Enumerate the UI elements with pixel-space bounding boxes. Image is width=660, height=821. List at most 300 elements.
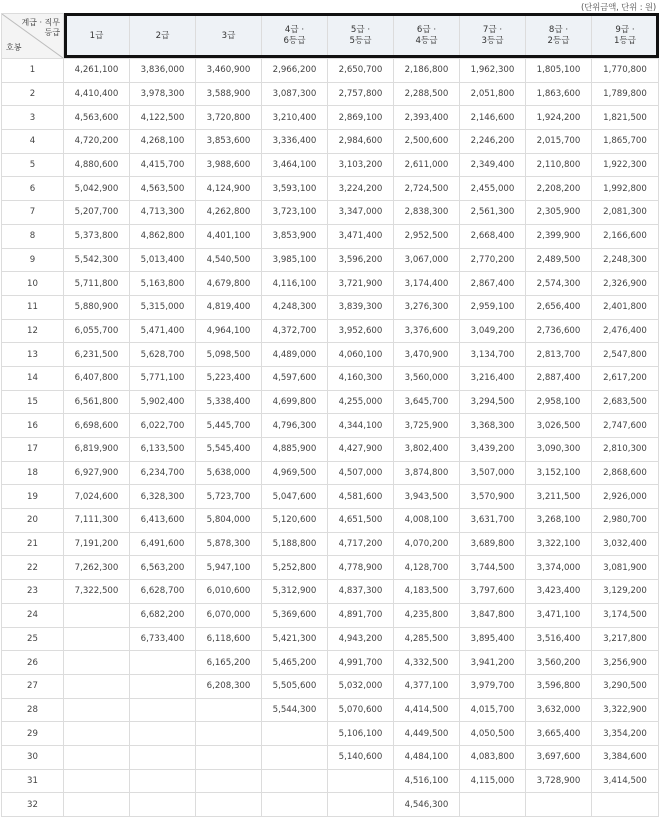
step-cell: 22	[2, 556, 64, 580]
salary-cell: 2,668,400	[460, 224, 526, 248]
salary-cell: 2,868,600	[592, 461, 659, 485]
salary-cell: 4,410,400	[64, 82, 130, 106]
step-cell: 3	[2, 106, 64, 130]
salary-cell: 5,638,000	[196, 461, 262, 485]
salary-cell: 2,186,800	[394, 59, 460, 83]
salary-cell: 3,941,200	[460, 651, 526, 675]
salary-cell: 2,015,700	[526, 130, 592, 154]
step-cell: 13	[2, 343, 64, 367]
salary-cell: 3,847,800	[460, 603, 526, 627]
salary-cell: 6,682,200	[130, 603, 196, 627]
salary-cell: 6,733,400	[130, 627, 196, 651]
salary-cell: 5,252,800	[262, 556, 328, 580]
salary-cell	[64, 745, 130, 769]
salary-cell: 3,322,100	[526, 532, 592, 556]
salary-cell: 2,401,800	[592, 295, 659, 319]
salary-cell: 4,651,500	[328, 509, 394, 533]
salary-cell: 3,952,600	[328, 319, 394, 343]
salary-cell: 3,836,000	[130, 59, 196, 83]
salary-cell: 6,628,700	[130, 580, 196, 604]
salary-cell: 4,050,500	[460, 722, 526, 746]
salary-cell	[64, 603, 130, 627]
salary-cell: 6,413,600	[130, 509, 196, 533]
salary-cell	[130, 745, 196, 769]
salary-cell: 5,471,400	[130, 319, 196, 343]
step-cell: 18	[2, 461, 64, 485]
salary-cell: 6,698,600	[64, 414, 130, 438]
salary-cell: 2,248,300	[592, 248, 659, 272]
salary-cell: 5,878,300	[196, 532, 262, 556]
salary-cell: 2,349,400	[460, 153, 526, 177]
salary-cell: 3,471,400	[328, 224, 394, 248]
salary-cell: 3,853,900	[262, 224, 328, 248]
salary-cell: 6,070,000	[196, 603, 262, 627]
salary-cell: 3,224,200	[328, 177, 394, 201]
salary-cell: 3,134,700	[460, 343, 526, 367]
salary-cell: 6,055,700	[64, 319, 130, 343]
salary-cell: 2,810,300	[592, 438, 659, 462]
salary-cell: 3,721,900	[328, 272, 394, 296]
table-row	[2, 769, 659, 793]
salary-cell: 3,211,500	[526, 485, 592, 509]
salary-cell: 5,032,000	[328, 674, 394, 698]
step-cell: 4	[2, 130, 64, 154]
salary-cell: 3,439,200	[460, 438, 526, 462]
salary-cell: 3,802,400	[394, 438, 460, 462]
salary-cell: 3,593,100	[262, 177, 328, 201]
salary-cell: 3,294,500	[460, 390, 526, 414]
step-cell: 20	[2, 509, 64, 533]
salary-cell: 4,563,500	[130, 177, 196, 201]
salary-cell: 3,032,400	[592, 532, 659, 556]
salary-cell: 1,924,200	[526, 106, 592, 130]
salary-cell: 3,988,600	[196, 153, 262, 177]
salary-cell: 3,347,000	[328, 201, 394, 225]
step-cell: 24	[2, 603, 64, 627]
salary-cell: 4,372,700	[262, 319, 328, 343]
salary-cell: 5,047,600	[262, 485, 328, 509]
salary-cell: 4,713,300	[130, 201, 196, 225]
step-cell: 1	[2, 59, 64, 83]
salary-cell	[196, 698, 262, 722]
salary-cell: 2,326,900	[592, 272, 659, 296]
salary-cell: 6,118,600	[196, 627, 262, 651]
step-cell: 12	[2, 319, 64, 343]
salary-cell: 3,507,000	[460, 461, 526, 485]
salary-cell	[262, 793, 328, 817]
salary-cell: 2,984,600	[328, 130, 394, 154]
salary-cell: 5,013,400	[130, 248, 196, 272]
salary-cell: 3,423,400	[526, 580, 592, 604]
salary-cell: 3,516,400	[526, 627, 592, 651]
step-cell: 23	[2, 580, 64, 604]
salary-cell: 5,465,200	[262, 651, 328, 675]
salary-cell: 4,489,000	[262, 343, 328, 367]
table-row	[2, 390, 659, 414]
salary-cell: 3,414,500	[592, 769, 659, 793]
step-cell: 25	[2, 627, 64, 651]
salary-cell: 5,207,700	[64, 201, 130, 225]
salary-cell: 1,863,600	[526, 82, 592, 106]
salary-cell: 4,540,500	[196, 248, 262, 272]
table-row	[2, 745, 659, 769]
grade-header-9: 9급 · 1등급	[592, 14, 659, 59]
grade-header-4: 4급 · 6등급	[262, 14, 328, 59]
salary-cell: 3,853,600	[196, 130, 262, 154]
salary-cell: 2,399,900	[526, 224, 592, 248]
salary-cell: 2,208,200	[526, 177, 592, 201]
salary-cell	[64, 651, 130, 675]
salary-cell	[130, 793, 196, 817]
salary-cell: 3,384,600	[592, 745, 659, 769]
salary-cell: 2,146,600	[460, 106, 526, 130]
salary-cell: 2,051,800	[460, 82, 526, 106]
salary-cell: 5,542,300	[64, 248, 130, 272]
salary-cell: 3,560,200	[526, 651, 592, 675]
salary-cell: 6,927,900	[64, 461, 130, 485]
table-row	[2, 461, 659, 485]
salary-cell: 5,338,400	[196, 390, 262, 414]
salary-cell: 1,770,800	[592, 59, 659, 83]
salary-cell: 3,744,500	[460, 556, 526, 580]
salary-cell: 4,008,100	[394, 509, 460, 533]
salary-cell: 2,952,500	[394, 224, 460, 248]
salary-cell: 3,174,500	[592, 603, 659, 627]
salary-cell: 5,223,400	[196, 366, 262, 390]
salary-cell	[64, 627, 130, 651]
salary-cell: 2,980,700	[592, 509, 659, 533]
salary-cell: 3,087,300	[262, 82, 328, 106]
salary-cell: 4,115,000	[460, 769, 526, 793]
salary-cell: 3,596,800	[526, 674, 592, 698]
table-row	[2, 366, 659, 390]
salary-cell: 3,560,000	[394, 366, 460, 390]
salary-cell: 6,010,600	[196, 580, 262, 604]
table-row	[2, 580, 659, 604]
salary-cell: 3,985,100	[262, 248, 328, 272]
grade-header-8: 8급 · 2등급	[526, 14, 592, 59]
salary-cell: 3,978,300	[130, 82, 196, 106]
salary-cell: 4,516,100	[394, 769, 460, 793]
salary-cell: 2,958,100	[526, 390, 592, 414]
grade-header-2: 2급	[130, 14, 196, 59]
salary-cell: 5,902,400	[130, 390, 196, 414]
salary-cell: 5,188,800	[262, 532, 328, 556]
salary-cell: 4,285,500	[394, 627, 460, 651]
salary-cell: 2,574,300	[526, 272, 592, 296]
salary-cell: 4,401,100	[196, 224, 262, 248]
salary-cell: 6,561,800	[64, 390, 130, 414]
salary-cell: 1,865,700	[592, 130, 659, 154]
table-row	[2, 793, 659, 817]
salary-cell: 2,926,000	[592, 485, 659, 509]
salary-cell: 7,111,300	[64, 509, 130, 533]
step-cell: 6	[2, 177, 64, 201]
salary-cell: 4,070,200	[394, 532, 460, 556]
salary-cell: 4,415,700	[130, 153, 196, 177]
table-row	[2, 674, 659, 698]
table-row	[2, 130, 659, 154]
salary-cell: 4,862,800	[130, 224, 196, 248]
salary-cell: 2,246,200	[460, 130, 526, 154]
salary-cell: 7,191,200	[64, 532, 130, 556]
salary-cell: 3,632,000	[526, 698, 592, 722]
salary-cell	[64, 793, 130, 817]
salary-cell: 4,128,700	[394, 556, 460, 580]
salary-cell: 5,373,800	[64, 224, 130, 248]
salary-cell: 4,796,300	[262, 414, 328, 438]
salary-cell: 5,163,800	[130, 272, 196, 296]
salary-cell: 2,838,300	[394, 201, 460, 225]
step-cell: 14	[2, 366, 64, 390]
salary-cell: 2,650,700	[328, 59, 394, 83]
salary-cell: 2,617,200	[592, 366, 659, 390]
salary-cell: 3,026,500	[526, 414, 592, 438]
step-cell: 30	[2, 745, 64, 769]
salary-cell: 5,544,300	[262, 698, 328, 722]
salary-cell: 4,581,600	[328, 485, 394, 509]
salary-cell: 4,255,000	[328, 390, 394, 414]
salary-cell: 5,723,700	[196, 485, 262, 509]
salary-cell: 5,628,700	[130, 343, 196, 367]
salary-cell	[64, 674, 130, 698]
salary-cell: 3,216,400	[460, 366, 526, 390]
salary-cell: 4,261,100	[64, 59, 130, 83]
salary-cell: 6,231,500	[64, 343, 130, 367]
salary-cell: 2,736,600	[526, 319, 592, 343]
salary-cell	[328, 793, 394, 817]
table-row	[2, 319, 659, 343]
salary-cell: 1,805,100	[526, 59, 592, 83]
salary-cell: 5,098,500	[196, 343, 262, 367]
salary-cell: 5,880,900	[64, 295, 130, 319]
salary-cell: 4,484,100	[394, 745, 460, 769]
salary-cell: 6,491,600	[130, 532, 196, 556]
salary-cell: 2,305,900	[526, 201, 592, 225]
salary-cell: 5,545,400	[196, 438, 262, 462]
salary-cell: 1,821,500	[592, 106, 659, 130]
salary-cell	[196, 722, 262, 746]
step-cell: 5	[2, 153, 64, 177]
salary-cell: 7,024,600	[64, 485, 130, 509]
salary-cell: 2,489,500	[526, 248, 592, 272]
salary-cell: 3,943,500	[394, 485, 460, 509]
salary-cell: 7,322,500	[64, 580, 130, 604]
salary-cell: 3,631,700	[460, 509, 526, 533]
salary-cell: 3,103,200	[328, 153, 394, 177]
salary-cell: 3,596,200	[328, 248, 394, 272]
table-row	[2, 59, 659, 83]
salary-cell: 2,959,100	[460, 295, 526, 319]
salary-cell: 2,813,700	[526, 343, 592, 367]
salary-cell: 4,015,700	[460, 698, 526, 722]
salary-cell: 3,728,900	[526, 769, 592, 793]
salary-cell: 5,771,100	[130, 366, 196, 390]
salary-cell	[130, 674, 196, 698]
salary-cell	[64, 698, 130, 722]
salary-cell: 3,720,800	[196, 106, 262, 130]
step-cell: 31	[2, 769, 64, 793]
salary-cell: 4,183,500	[394, 580, 460, 604]
table-row	[2, 603, 659, 627]
salary-cell: 4,235,800	[394, 603, 460, 627]
salary-cell: 2,393,400	[394, 106, 460, 130]
salary-cell: 6,407,800	[64, 366, 130, 390]
salary-cell: 3,368,300	[460, 414, 526, 438]
salary-cell: 2,867,400	[460, 272, 526, 296]
salary-cell: 3,290,500	[592, 674, 659, 698]
salary-cell: 2,166,600	[592, 224, 659, 248]
table-row	[2, 82, 659, 106]
table-row	[2, 532, 659, 556]
salary-cell: 2,561,300	[460, 201, 526, 225]
salary-cell: 4,943,200	[328, 627, 394, 651]
step-cell: 2	[2, 82, 64, 106]
salary-cell: 4,964,100	[196, 319, 262, 343]
salary-cell: 3,979,700	[460, 674, 526, 698]
step-cell: 17	[2, 438, 64, 462]
table-row	[2, 722, 659, 746]
salary-cell: 7,262,300	[64, 556, 130, 580]
salary-cell: 3,276,300	[394, 295, 460, 319]
table-row	[2, 248, 659, 272]
salary-cell: 5,315,000	[130, 295, 196, 319]
salary-cell: 2,747,600	[592, 414, 659, 438]
salary-cell: 3,895,400	[460, 627, 526, 651]
salary-cell: 3,217,800	[592, 627, 659, 651]
table-row	[2, 414, 659, 438]
salary-cell: 2,547,800	[592, 343, 659, 367]
salary-cell: 4,563,600	[64, 106, 130, 130]
salary-cell: 4,885,900	[262, 438, 328, 462]
grade-header-7: 7급 · 3등급	[460, 14, 526, 59]
salary-cell: 2,656,400	[526, 295, 592, 319]
salary-cell: 5,106,100	[328, 722, 394, 746]
table-row	[2, 627, 659, 651]
step-cell: 21	[2, 532, 64, 556]
table-row	[2, 438, 659, 462]
salary-cell: 1,992,800	[592, 177, 659, 201]
salary-cell: 2,611,000	[394, 153, 460, 177]
salary-cell: 3,081,900	[592, 556, 659, 580]
salary-cell: 1,962,300	[460, 59, 526, 83]
salary-cell: 5,505,600	[262, 674, 328, 698]
salary-cell	[130, 698, 196, 722]
header-row	[2, 14, 659, 59]
salary-cell: 3,460,900	[196, 59, 262, 83]
salary-cell: 5,711,800	[64, 272, 130, 296]
salary-cell: 4,880,600	[64, 153, 130, 177]
salary-cell: 6,022,700	[130, 414, 196, 438]
salary-cell: 2,683,500	[592, 390, 659, 414]
salary-cell: 4,449,500	[394, 722, 460, 746]
salary-cell: 5,421,300	[262, 627, 328, 651]
salary-cell: 3,049,200	[460, 319, 526, 343]
table-row	[2, 224, 659, 248]
salary-cell: 4,427,900	[328, 438, 394, 462]
salary-cell: 4,679,800	[196, 272, 262, 296]
salary-cell: 3,090,300	[526, 438, 592, 462]
salary-cell: 4,597,600	[262, 366, 328, 390]
salary-cell: 2,757,800	[328, 82, 394, 106]
salary-cell: 4,891,700	[328, 603, 394, 627]
salary-cell: 4,248,300	[262, 295, 328, 319]
table-row	[2, 201, 659, 225]
step-cell: 11	[2, 295, 64, 319]
table-row	[2, 698, 659, 722]
salary-cell: 3,645,700	[394, 390, 460, 414]
salary-cell: 3,470,900	[394, 343, 460, 367]
salary-cell: 4,060,100	[328, 343, 394, 367]
salary-cell	[262, 722, 328, 746]
salary-cell: 3,665,400	[526, 722, 592, 746]
salary-cell	[130, 651, 196, 675]
salary-cell: 5,140,600	[328, 745, 394, 769]
salary-cell: 3,588,900	[196, 82, 262, 106]
step-cell: 15	[2, 390, 64, 414]
salary-cell: 6,208,300	[196, 674, 262, 698]
salary-cell: 2,724,500	[394, 177, 460, 201]
salary-cell: 6,819,900	[64, 438, 130, 462]
salary-cell: 6,165,200	[196, 651, 262, 675]
table-row	[2, 295, 659, 319]
salary-cell: 3,874,800	[394, 461, 460, 485]
salary-cell: 4,344,100	[328, 414, 394, 438]
salary-cell: 4,377,100	[394, 674, 460, 698]
table-row	[2, 556, 659, 580]
salary-cell	[262, 745, 328, 769]
salary-cell: 5,312,900	[262, 580, 328, 604]
salary-cell: 3,256,900	[592, 651, 659, 675]
salary-cell	[130, 722, 196, 746]
grade-axis-label: 계급 · 직무 등급	[21, 18, 60, 37]
salary-cell: 4,414,500	[394, 698, 460, 722]
step-cell: 9	[2, 248, 64, 272]
salary-cell	[328, 769, 394, 793]
step-cell: 29	[2, 722, 64, 746]
table-row	[2, 509, 659, 533]
table-row	[2, 153, 659, 177]
salary-cell: 3,336,400	[262, 130, 328, 154]
table-body	[2, 59, 659, 817]
salary-cell: 4,717,200	[328, 532, 394, 556]
salary-cell: 2,288,500	[394, 82, 460, 106]
salary-cell: 2,869,100	[328, 106, 394, 130]
salary-cell: 3,174,400	[394, 272, 460, 296]
salary-cell: 3,689,800	[460, 532, 526, 556]
corner-header-cell	[2, 14, 64, 59]
salary-cell: 3,374,000	[526, 556, 592, 580]
salary-cell: 3,725,900	[394, 414, 460, 438]
salary-cell: 3,797,600	[460, 580, 526, 604]
salary-cell: 3,067,000	[394, 248, 460, 272]
salary-cell: 4,122,500	[130, 106, 196, 130]
salary-cell: 3,723,100	[262, 201, 328, 225]
salary-cell	[262, 769, 328, 793]
salary-cell: 3,839,300	[328, 295, 394, 319]
salary-cell: 5,947,100	[196, 556, 262, 580]
salary-cell: 4,778,900	[328, 556, 394, 580]
salary-cell: 4,969,500	[262, 461, 328, 485]
step-cell: 10	[2, 272, 64, 296]
salary-cell: 2,110,800	[526, 153, 592, 177]
salary-cell: 6,133,500	[130, 438, 196, 462]
step-axis-label: 호봉	[6, 43, 22, 52]
step-cell: 16	[2, 414, 64, 438]
salary-cell: 4,546,300	[394, 793, 460, 817]
salary-cell: 4,819,400	[196, 295, 262, 319]
salary-table	[1, 13, 659, 817]
